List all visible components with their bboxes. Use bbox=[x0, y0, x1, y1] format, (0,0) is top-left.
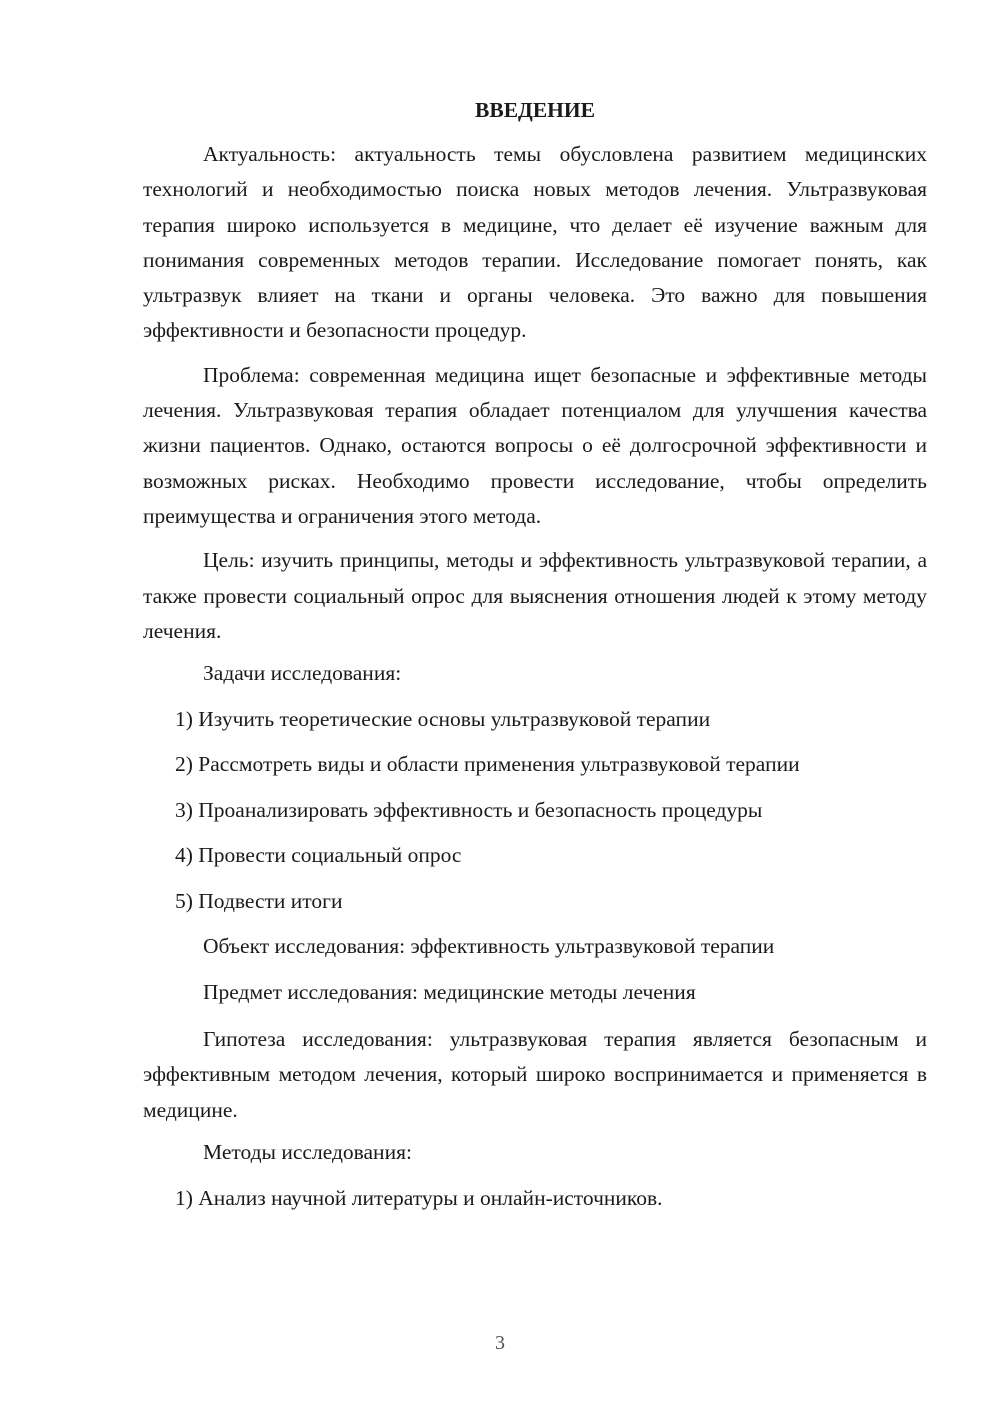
page-title: ВВЕДЕНИЕ bbox=[475, 98, 595, 122]
task-item-5: 5) Подвести итоги bbox=[175, 888, 343, 913]
paragraph-hypothesis: Гипотеза исследования: ультразвуковая терапия является безопасным и эффективным методом лечения, который широко воспринимается и применяется в медицине. bbox=[143, 1027, 927, 1122]
paragraph-relevance: Актуальность: актуальность темы обусловлена развитием медицинских технологий и необходимостью поиска новых методов лечения. Ультразвуковая терапия широко используется в медицине, что делает её изучение важным для понимания современных методов терапии. Исследование помогает понять, как ультразвук влияет на ткани и органы человека. Это важно для повышения эффективности и безопасности процедур. bbox=[143, 142, 927, 343]
research-subject: Предмет исследования: медицинские методы лечения bbox=[203, 979, 696, 1004]
paragraph-problem: Проблема: современная медицина ищет безопасные и эффективные методы лечения. Ультразвуковая терапия обладает потенциалом для улучшения качества жизни пациентов. Однако, остаются вопросы о её долгосрочной эффективности и возможных рисках. Необходимо провести исследование, чтобы определить преимущества и ограничения этого метода. bbox=[143, 362, 927, 528]
methods-heading: Методы исследования: bbox=[203, 1140, 412, 1165]
task-item-1: 1) Изучить теоретические основы ультразвуковой терапии bbox=[175, 706, 711, 731]
page-number: 3 bbox=[495, 1332, 505, 1354]
paragraph-goal: Цель: изучить принципы, методы и эффективность ультразвуковой терапии, а также провести социальный опрос для выяснения отношения людей к этому методу лечения. bbox=[143, 548, 927, 643]
task-item-2: 2) Рассмотреть виды и области применения ультразвуковой терапии bbox=[175, 752, 800, 777]
research-object: Объект исследования: эффективность ультразвуковой терапии bbox=[203, 934, 775, 959]
task-item-4: 4) Провести социальный опрос bbox=[175, 843, 462, 868]
document-page bbox=[143, 95, 927, 1228]
task-item-3: 3) Проанализировать эффективность и безопасность процедуры bbox=[175, 797, 763, 822]
tasks-heading: Задачи исследования: bbox=[203, 661, 402, 686]
method-item-1: 1) Анализ научной литературы и онлайн-источников. bbox=[175, 1185, 663, 1210]
